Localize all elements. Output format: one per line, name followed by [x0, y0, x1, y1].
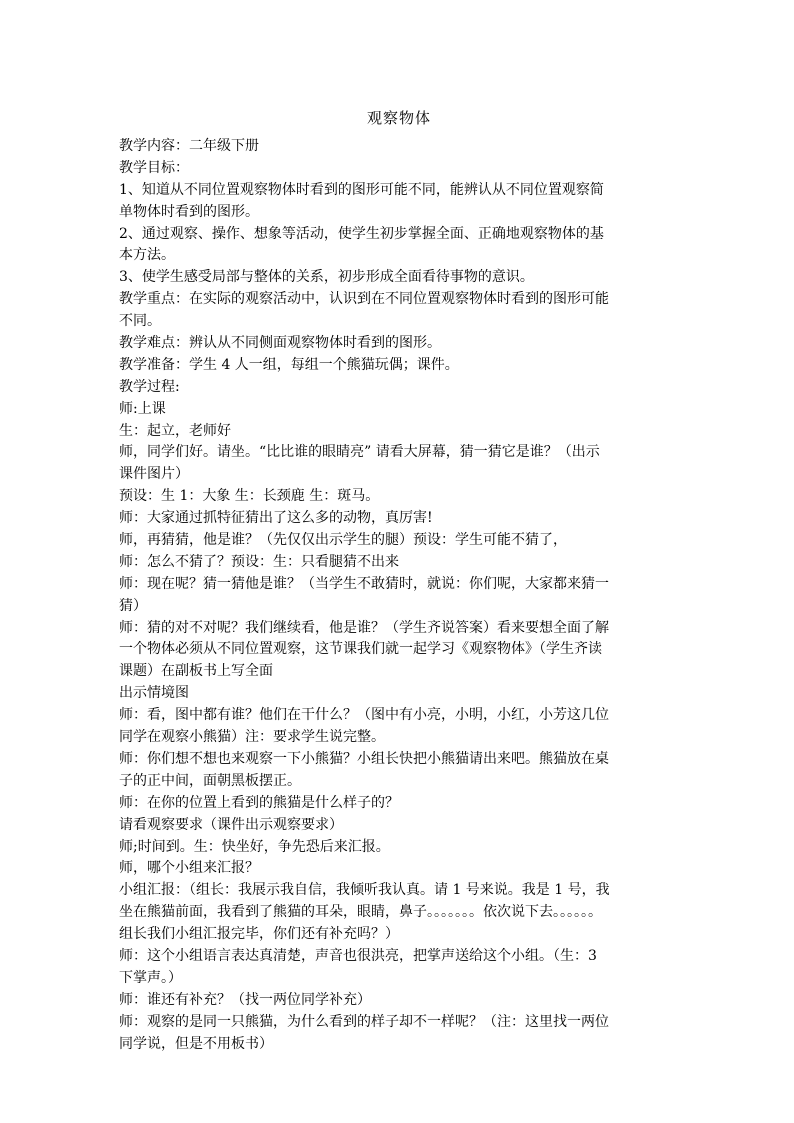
text-line: 师：看，图中都有谁？他们在干什么？（图中有小亮，小明，小红，小芳这几位 [119, 707, 609, 724]
text-line: 不同。 [119, 313, 161, 330]
page-title: 观察物体 [366, 109, 431, 127]
text-line: 下掌声。） [119, 969, 182, 986]
text-line: 师：大家通过抓特征猜出了这么多的动物，真厉害! [119, 510, 433, 527]
text-line: 课题）在副板书上写全面 [119, 663, 273, 680]
text-line: 师：现在呢？猜一猜他是谁？（当学生不敢猜时，就说：你们呢，大家都来猜一 [119, 575, 609, 592]
text-line: 3、使学生感受局部与整体的关系，初步形成全面看待事物的意识。 [119, 269, 534, 286]
text-line: 组长我们小组汇报完毕，你们还有补充吗？） [119, 926, 399, 943]
text-line: 教学准备：学生 4 人一组，每组一个熊猫玩偶；课件。 [119, 356, 459, 373]
text-line: 猜） [119, 597, 147, 614]
text-line: 1、知道从不同位置观察物体时看到的图形可能不同，能辨认从不同位置观察简 [119, 181, 604, 198]
document-page [119, 100, 679, 1055]
text-line: 师：猜的对不对呢？我们继续看，他是谁？（学生齐说答案）看来要想全面了解 [119, 619, 609, 636]
document-body [119, 136, 679, 1055]
text-line: 小组汇报：（组长：我展示我自信，我倾听我认真。请 1 号来说。我是 1 号，我 [119, 882, 610, 899]
text-line: 同学说，但是不用板书） [119, 1035, 273, 1052]
text-line: 2、通过观察、操作、想象等活动，使学生初步掌握全面、正确地观察物体的基 [119, 225, 604, 242]
text-line: 预设：生 1：大象 生：长颈鹿 生：斑马。 [119, 488, 380, 505]
text-line: 出示情境图 [119, 685, 189, 702]
text-line: 师：这个小组语言表达真清楚，声音也很洪亮，把掌声送给这个小组。（生：3 [119, 947, 597, 964]
text-line: 师：谁还有补充？（找一两位同学补充） [119, 991, 371, 1008]
text-line: 同学在观察小熊猫）注：要求学生说完整。 [119, 729, 385, 746]
text-line: 师：你们想不想也来观察一下小熊猫？小组长快把小熊猫请出来吧。熊猫放在桌 [119, 750, 609, 767]
text-line: 课件图片） [119, 466, 189, 483]
text-line: 师：观察的是同一只熊猫，为什么看到的样子却不一样呢？（注：这里找一两位 [119, 1013, 609, 1030]
text-line: 师，再猜猜，他是谁？（先仅仅出示学生的腿）预设：学生可能不猜了， [119, 532, 567, 549]
text-line: 请看观察要求（课件出示观察要求） [119, 816, 343, 833]
text-line: 教学过程: [119, 378, 180, 395]
text-line: 本方法。 [119, 247, 175, 264]
text-line: 教学目标： [119, 159, 189, 176]
text-line: 教学内容：二年级下册 [119, 138, 259, 154]
text-line: 单物体时看到的图形。 [119, 203, 259, 220]
text-line: 师：在你的位置上看到的熊猫是什么样子的？ [119, 794, 399, 811]
text-line: 师:上课 [119, 400, 166, 417]
text-line: 坐在熊猫前面，我看到了熊猫的耳朵，眼睛，鼻子。。。。。。。依次说下去。。。。。。 [119, 904, 602, 921]
text-line: 师，哪个小组来汇报？ [119, 860, 259, 877]
text-line: 子的正中间，面朝黑板摆正。 [119, 772, 301, 789]
text-line: 教学难点：辨认从不同侧面观察物体时看到的图形。 [119, 335, 441, 352]
text-line: 生：起立，老师好 [119, 422, 231, 439]
text-line: 一个物体必须从不同位置观察，这节课我们就一起学习《观察物体》（学生齐读 [119, 641, 602, 658]
text-line: 教学重点：在实际的观察活动中，认识到在不同位置观察物体时看到的图形可能 [119, 291, 609, 308]
text-line: 师：怎么不猜了？预设：生：只看腿猜不出来 [119, 553, 399, 570]
text-line: 师;时间到。生：快坐好，争先恐后来汇报。 [119, 838, 390, 855]
text-line: 师，同学们好。请坐。“比比谁的眼睛亮” 请看大屏幕，猜一猜它是谁？（出示 [119, 444, 600, 461]
